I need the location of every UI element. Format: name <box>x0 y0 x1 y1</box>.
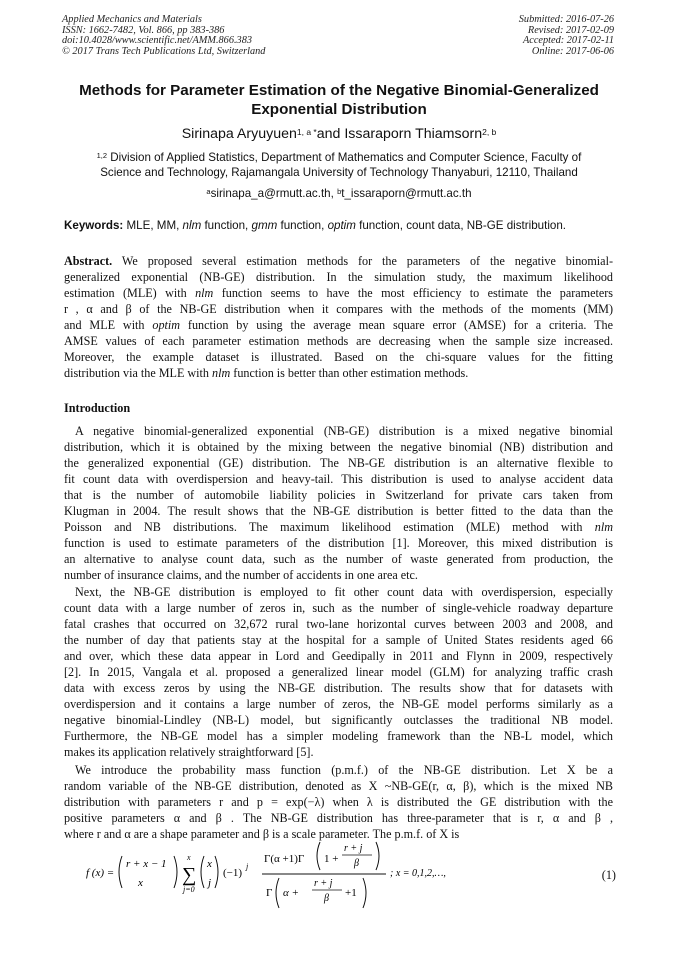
paragraph-line: where r and α are a shape parameter and β is a scale parameter. The p.m.f. of X is <box>64 827 460 842</box>
paragraph-line: Furthermore, the NB-GE model has a simpler modeling framework than the NB-L model, which <box>64 729 613 744</box>
journal-copyright: © 2017 Trans Tech Publications Ltd, Switzerland <box>62 45 266 57</box>
paragraph-line: [2]. In 2015, Vangala et al. proposed a generalized linear model (GLM) for analyzing traffic crash <box>64 665 613 680</box>
keyword-italic: optim <box>327 219 356 232</box>
keyword-italic: gmm <box>251 219 278 232</box>
eq-binom2-bottom: j <box>208 877 212 889</box>
paragraph-line: A negative binomial-generalized exponential (NB-GE) distribution is a mixed negative binomial <box>75 424 613 438</box>
paren-right <box>376 842 379 870</box>
paren-right <box>215 856 218 888</box>
journal-info <box>62 15 265 57</box>
paragraph-line: random variable of the NB-GE distribution, denoted as X ~NB-GE(r, α, β), which is the mixed NB <box>64 779 613 794</box>
journal-doi: doi:10.4028/www.scientific.net/AMM.866.383 <box>62 35 252 47</box>
email-a: sirinapa_a@rmutt.ac.th, <box>210 187 338 200</box>
paragraph-line: overdispersion and it contains a large number of zeros, the NB-GE model performs similarly as a <box>64 697 613 712</box>
abstract-text: distribution via the MLE with <box>64 366 213 381</box>
paragraph-line: Klugman in 2004. The result shows that the NB-GE distribution is better fitted to the data than the <box>64 504 613 519</box>
paren-left <box>201 856 204 888</box>
eq-binom2-top: x <box>207 858 212 870</box>
eq-sign: (−1) <box>223 867 243 879</box>
paragraph-line: the number of day that patients stay at the hospital for a sample of United States residents aged 66 <box>64 633 613 648</box>
paragraph-line: number of insurance claims, and the number of accidents in one area etc. <box>64 568 418 583</box>
abstract-line <box>64 365 613 381</box>
keyword-text: function, count data, NB-GE distribution. <box>355 219 567 232</box>
author-2: and Issaraporn Thiamsorn <box>316 126 483 142</box>
paragraph-line <box>64 519 613 535</box>
eq-den-frac-top: r + j <box>314 878 333 889</box>
eq-lhs: f (x) = <box>86 867 115 879</box>
paragraph-line: Next, the NB-GE distribution is employed to fit other count data with overdispersion, especially <box>75 585 613 599</box>
date-submitted: Submitted: 2016-07-26 <box>518 14 614 25</box>
abstract-line: generalized exponential (NB-GE) distribution. In the simulation study, the maximum likelihood <box>64 270 613 285</box>
abstract-line: Moreover, the example dataset is illustrated. Based on the chi-square values for the fitting <box>64 350 613 365</box>
keywords-label: Keywords: <box>64 219 124 232</box>
abstract-text: function is better than other estimation methods. <box>230 366 469 381</box>
paragraph-italic: nlm <box>594 520 613 535</box>
author-emails <box>40 186 638 201</box>
abstract-text: function seems to have the most efficiency to estimate the parameters <box>213 286 613 301</box>
date-online: Online: 2017-06-06 <box>531 45 614 57</box>
eq-domain: ; x = 0,1,2,…, <box>390 868 446 879</box>
abstract <box>64 253 613 381</box>
keyword-text: MLE, MM, <box>123 219 183 232</box>
author-1: Sirinapa Aryuyuen <box>181 126 297 142</box>
abstract-line: AMSE values of each parameter estimation methods are decreasing when the sample size increased. <box>64 334 613 349</box>
paren-left <box>276 878 279 908</box>
keyword-text: function, <box>277 219 328 232</box>
abstract-line: r , α and β of the NB-GE distribution when it compares with the methods of the moments (MM) <box>64 302 613 317</box>
abstract-line <box>64 285 613 301</box>
paragraph-line: count data with a large number of zeros in, such as the number of single-vehicle roadway departure <box>64 601 613 616</box>
abstract-italic: optim <box>152 318 181 333</box>
paragraph-line: data with excess zeros by using the NB-GE distribution. The results show that for datasets with <box>64 681 613 696</box>
title-line-1: Methods for Parameter Estimation of the Negative Binomial-Generalized <box>79 82 599 99</box>
email-b: t_issaraporn@rmutt.ac.th <box>341 187 472 200</box>
abstract-text: estimation (MLE) with <box>64 286 196 301</box>
sum-sign-icon: ∑ <box>182 864 197 886</box>
date-revised: Revised: 2017-02-09 <box>527 24 614 36</box>
eq-num-frac-bottom: β <box>354 858 359 869</box>
eq-num-frac-top: r + j <box>344 843 363 854</box>
affiliation <box>56 150 622 180</box>
title-line-2: Exponential Distribution <box>251 101 427 118</box>
paragraph-line: function is used to estimate parameters of the distribution [1]. Moreover, this mixed distribution is <box>64 536 613 551</box>
paragraph-line: negative binomial-Lindley (NB-L) model, but significantly outclasses the traditional NB model. <box>64 713 613 728</box>
paragraph-line: fit count data with overdispersion and heavy-tail. This distribution is used to analyse accident data <box>64 472 613 487</box>
publication-dates <box>519 15 614 57</box>
paragraph-line: the generalized exponential (GE) distribution. The NB-GE distribution is an alternative flexible to <box>64 456 613 471</box>
eq-den-plus: +1 <box>345 887 357 899</box>
paren-right <box>363 878 366 908</box>
section-heading-introduction: Introduction <box>64 401 131 415</box>
intro-paragraph-1 <box>64 423 613 583</box>
paragraph-line: distribution, which it is obtained by the mixing between the negative binomial (NB) distribution and <box>64 440 613 455</box>
paragraph-line: an alternative to analyse count data, such as the number of waste generated from production, the <box>64 552 613 567</box>
paragraph-text: Poisson and NB distributions. The maximum likelihood estimation (MLE) method with <box>64 520 583 535</box>
equation-number: (1) <box>601 868 616 882</box>
paragraph-line: distribution with parameters r and p = exp(−λ) when λ is distributed the GE distribution with the <box>64 795 613 810</box>
journal-name: Applied Mechanics and Materials <box>62 14 202 25</box>
author-2-affil: 2, b <box>482 127 497 137</box>
eq-num-one: 1 + <box>324 853 339 865</box>
abstract-text: and MLE with <box>64 318 153 333</box>
paragraph-line: positive parameters α and β . The NB-GE distribution has three-parameter that is r, α and β , <box>64 811 613 826</box>
eq-den-alpha: α + <box>283 887 299 899</box>
email-b-sup: b <box>337 187 342 196</box>
author-list <box>40 125 638 143</box>
keyword-text: function, <box>201 219 252 232</box>
paren-right <box>174 856 177 888</box>
abstract-text: function by using the average mean square error (AMSE) for a criteria. The <box>180 318 613 333</box>
author-1-affil: 1, a * <box>296 127 317 137</box>
intro-paragraph-3 <box>64 762 613 842</box>
eq-sum-bottom: j=0 <box>183 885 195 894</box>
eq-sign-exp: j <box>246 862 249 871</box>
paragraph-line: fatal crashes that occurred on 32,672 rural two-lane horizontal curves between 2003 and 2008, and <box>64 617 613 632</box>
abstract-italic: nlm <box>212 366 231 381</box>
date-accepted: Accepted: 2017-02-11 <box>522 35 614 47</box>
abstract-line <box>64 317 613 333</box>
paper-title <box>40 81 638 119</box>
eq-sum-top: x <box>187 853 191 862</box>
affil-line-2: Science and Technology, Rajamangala University of Technology Thanyaburi, 12110, Thailand <box>100 166 578 180</box>
eq-den-frac-bottom: β <box>324 893 329 904</box>
journal-issn: ISSN: 1662-7482, Vol. 866, pp 383-386 <box>62 24 225 36</box>
abstract-line <box>64 253 613 269</box>
eq-num-gamma: Γ(α +1)Γ <box>264 853 305 865</box>
intro-paragraph-2 <box>64 584 613 761</box>
paragraph-line: that is the number of automobile liability policies in Switzerland for private cars taken from <box>64 488 613 503</box>
eq-den-gamma: Γ <box>266 887 273 899</box>
affil-sup: 1,2 <box>96 151 108 160</box>
abstract-label: Abstract. <box>64 254 113 268</box>
email-a-sup: a <box>206 187 211 196</box>
abstract-text: We proposed several estimation methods for the parameters of the negative binomial- <box>112 254 613 268</box>
pmf-formula <box>86 834 566 912</box>
equation-1 <box>86 834 616 912</box>
eq-binom-bottom: x <box>138 877 143 889</box>
eq-binom-top: r + x − 1 <box>126 858 167 870</box>
paragraph-line: makes its application relatively straightforward [5]. <box>64 745 314 760</box>
paragraph-line: and over, which these data appear in Lord and Geedipally in 2011 and Flynn in 2009, respectively <box>64 649 613 664</box>
affil-line-1: Division of Applied Statistics, Department of Mathematics and Computer Science, Faculty of <box>107 151 582 164</box>
abstract-italic: nlm <box>195 286 214 301</box>
paren-left <box>119 856 122 888</box>
keyword-italic: nlm <box>182 219 202 232</box>
paragraph-line: We introduce the probability mass function (p.m.f.) of the NB-GE distribution. Let X be a <box>75 763 613 777</box>
paren-left <box>317 842 320 870</box>
keywords <box>64 218 624 233</box>
